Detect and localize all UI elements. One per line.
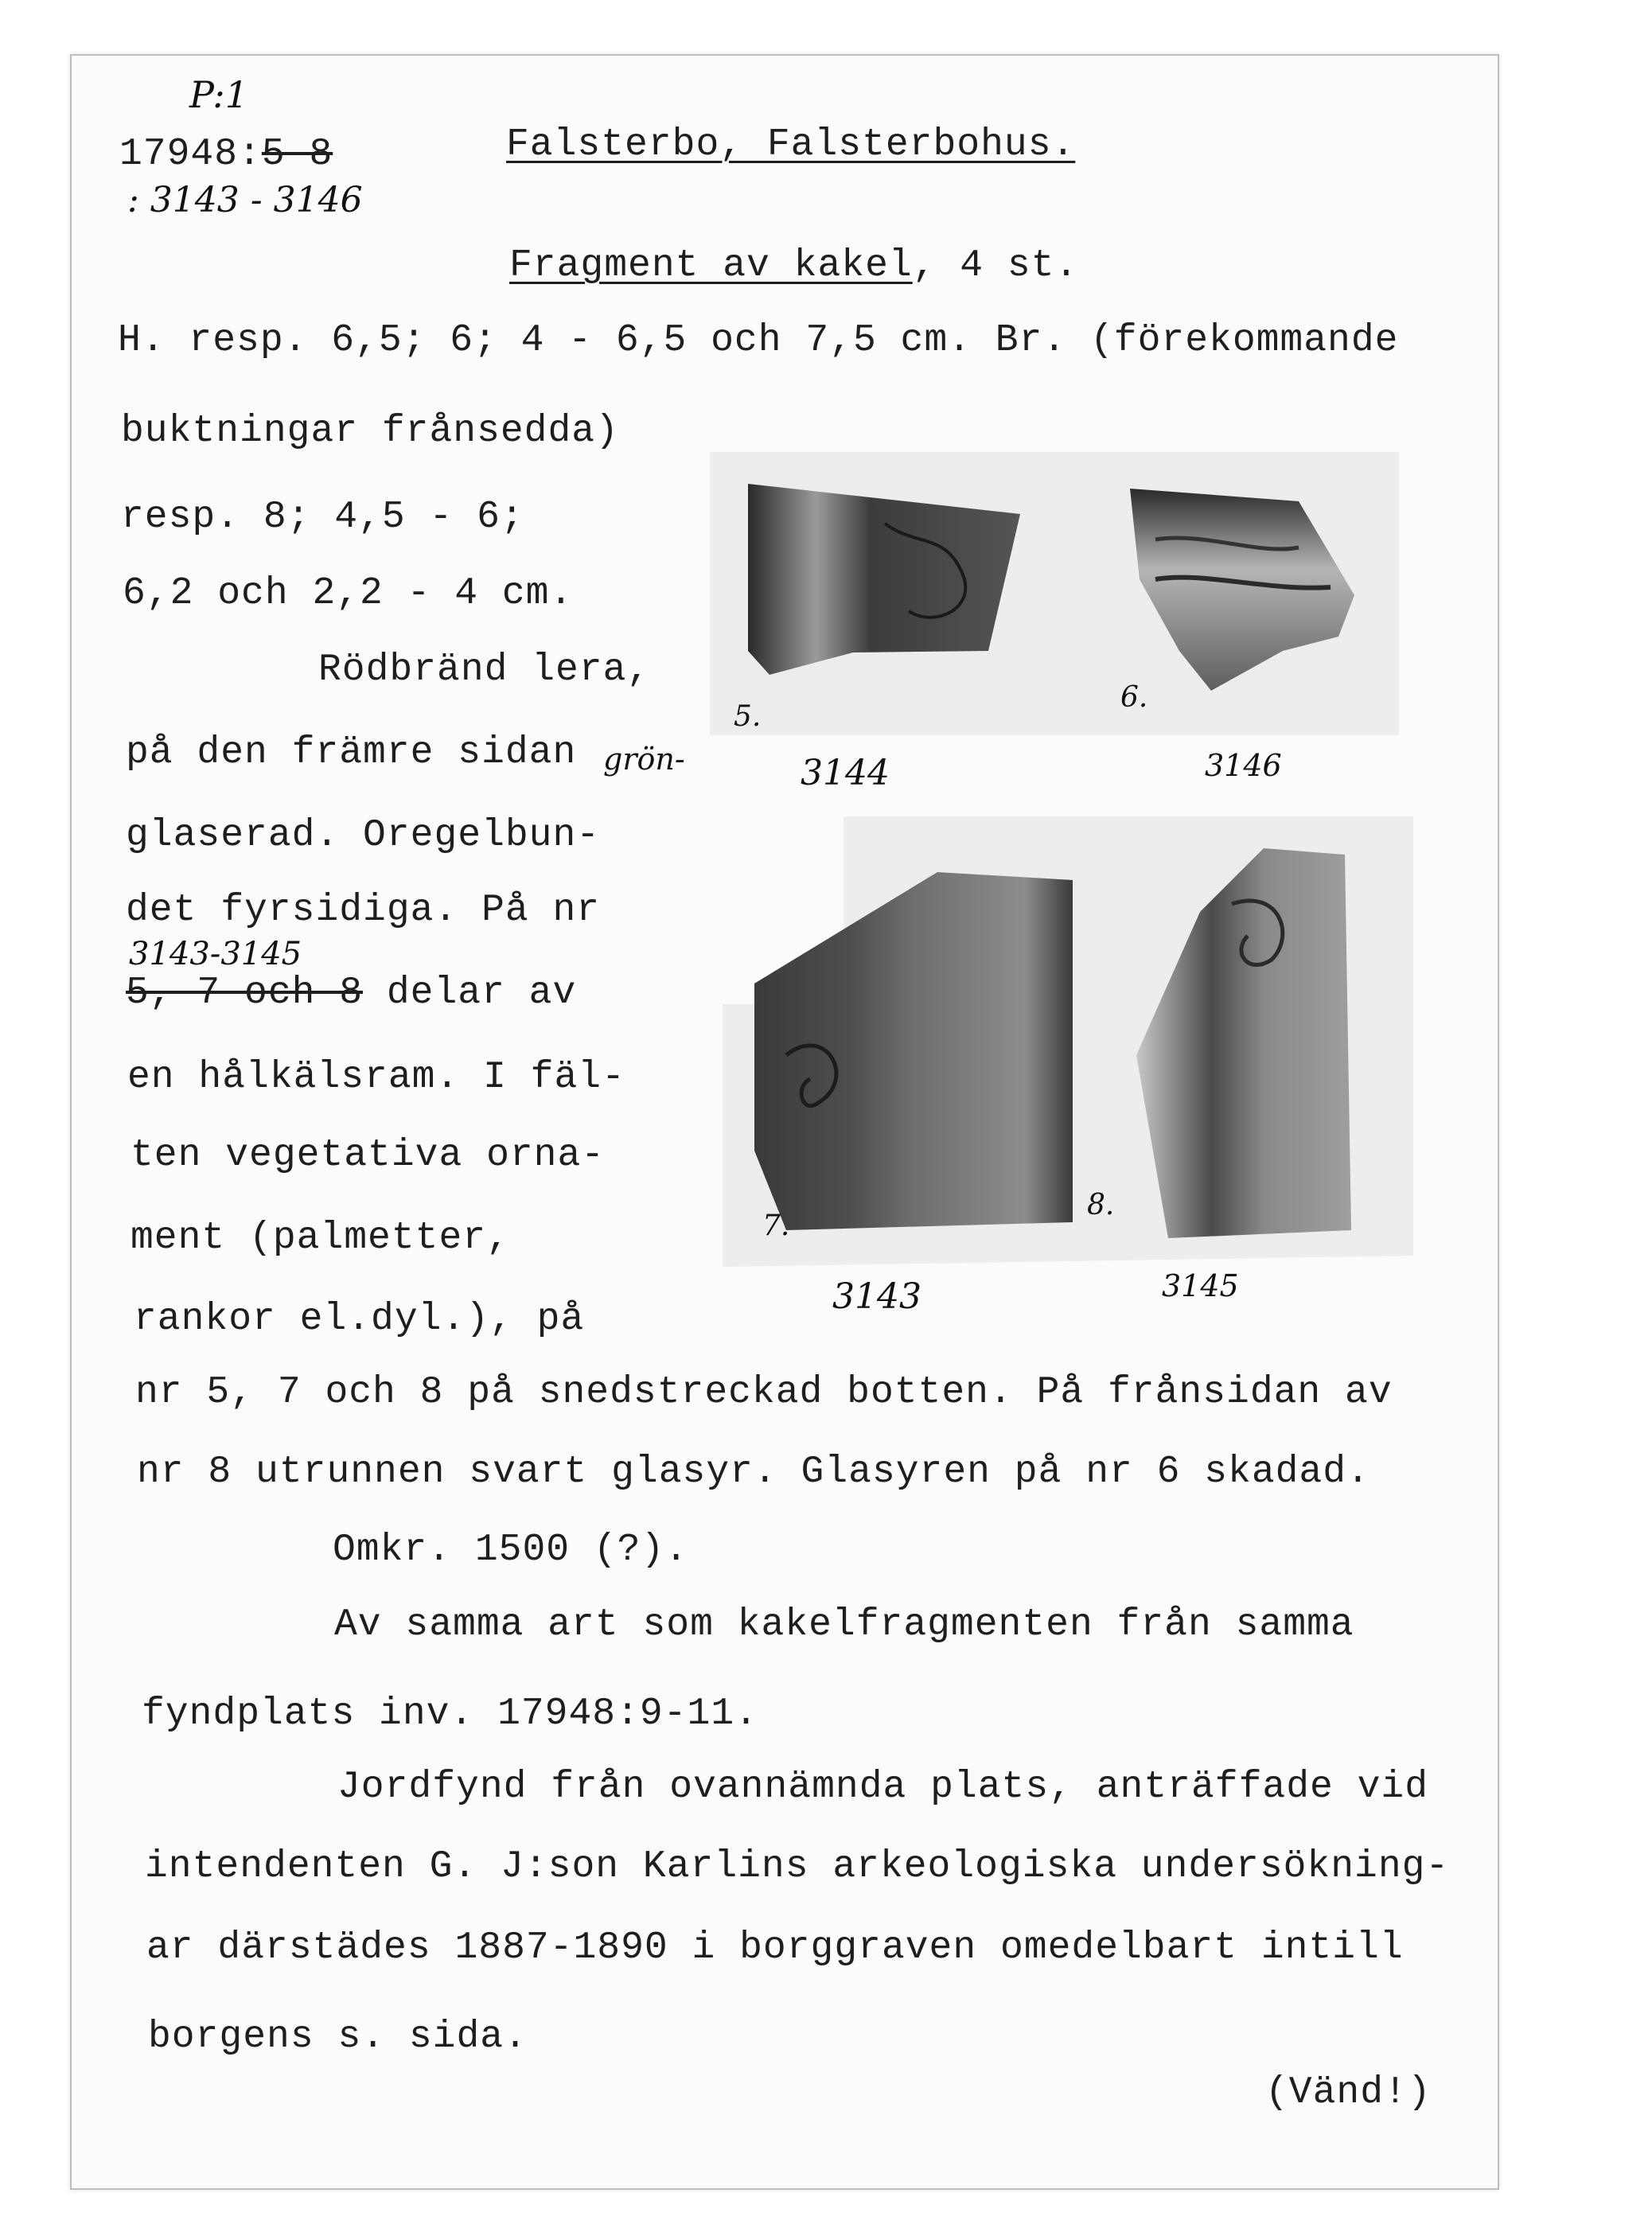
body-line-8: ten vegetativa orna-	[131, 1134, 606, 1177]
struck-numbers: 5, 7 och 8	[126, 972, 364, 1015]
object-title-underlined: Fragment av kakel	[509, 244, 913, 287]
photo-bottom-image	[723, 816, 1413, 1267]
body-line-6-text: delar av	[363, 972, 577, 1015]
photo-top-right-caption: 3146	[1205, 748, 1282, 783]
body-line-10: rankor el.dyl.), på	[134, 1298, 585, 1341]
measure-line-1: H. resp. 6,5; 6; 4 - 6,5 och 7,5 cm. Br. (förekommande	[118, 319, 1399, 362]
photo-top-right-mark: 6.	[1120, 681, 1148, 714]
object-title	[509, 243, 1078, 288]
comparison-line-2: fyndplats inv. 17948:9-11.	[142, 1693, 758, 1735]
photo-bottom-right-mark: 8.	[1087, 1189, 1115, 1221]
tile-fragment-3144	[748, 484, 1020, 675]
photo-top-left-mark: 5.	[734, 700, 762, 733]
object-title-count: , 4 st.	[912, 244, 1079, 287]
find-line-3: ar därstädes 1887-1890 i borggraven omedelbart intill	[146, 1926, 1404, 1969]
photo-bottom	[723, 816, 1413, 1267]
body-line-2-text: på den främre sidan	[126, 731, 577, 774]
place-heading: Falsterbo, Falsterbohus.	[506, 123, 1076, 166]
handwritten-range: 3143-3145	[129, 936, 302, 972]
inventory-new-number: : 3143 - 3146	[127, 180, 363, 220]
body-line-6	[126, 971, 576, 1015]
tile-fragment-3143	[754, 872, 1073, 1230]
body-line-11: nr 5, 7 och 8 på snedstreckad botten. På frånsidan av	[135, 1371, 1393, 1414]
photo-bottom-right-caption: 3145	[1162, 1268, 1239, 1303]
measure-line-2: buktningar frånsedda)	[121, 410, 619, 453]
body-line-3: glaserad. Oregelbun-	[126, 814, 601, 857]
body-line-4: det fyrsidiga. På nr	[126, 889, 601, 932]
find-line-4: borgens s. sida.	[148, 2016, 528, 2059]
photo-top	[710, 452, 1399, 735]
photo-bottom-left-caption: 3143	[832, 1276, 921, 1317]
photo-top-left-caption: 3144	[801, 753, 890, 793]
comparison-line-1: Av samma art som kakelfragmenten från samma	[334, 1603, 1354, 1646]
body-line-12: nr 8 utrunnen svart glasyr. Glasyren på nr 6 skadad.	[137, 1451, 1370, 1494]
inventory-number	[119, 132, 333, 177]
body-line-7: en hålkälsram. I fäl-	[127, 1056, 625, 1099]
photo-bottom-left-mark: 7.	[762, 1209, 790, 1242]
inventory-old-number: 5-8	[261, 133, 333, 176]
page-number: P:1	[189, 73, 249, 116]
photo-top-image	[710, 452, 1399, 735]
body-line-9: ment (palmetter,	[131, 1217, 510, 1260]
handwritten-gron: grön-	[603, 742, 685, 777]
dating: Omkr. 1500 (?).	[333, 1529, 689, 1572]
find-line-1: Jordfynd från ovannämnda plats, anträffade vid	[337, 1766, 1429, 1809]
turn-over-note: (Vänd!)	[1265, 2071, 1432, 2114]
find-line-2: intendenten G. J:son Karlins arkeologiska undersökning-	[145, 1845, 1450, 1888]
body-line-2	[126, 730, 576, 775]
inventory-prefix: 17948:	[119, 133, 262, 176]
measure-line-3: resp. 8; 4,5 - 6;	[121, 496, 524, 539]
measure-line-4: 6,2 och 2,2 - 4 cm.	[123, 572, 574, 615]
body-line-1: Rödbränd lera,	[318, 649, 651, 691]
